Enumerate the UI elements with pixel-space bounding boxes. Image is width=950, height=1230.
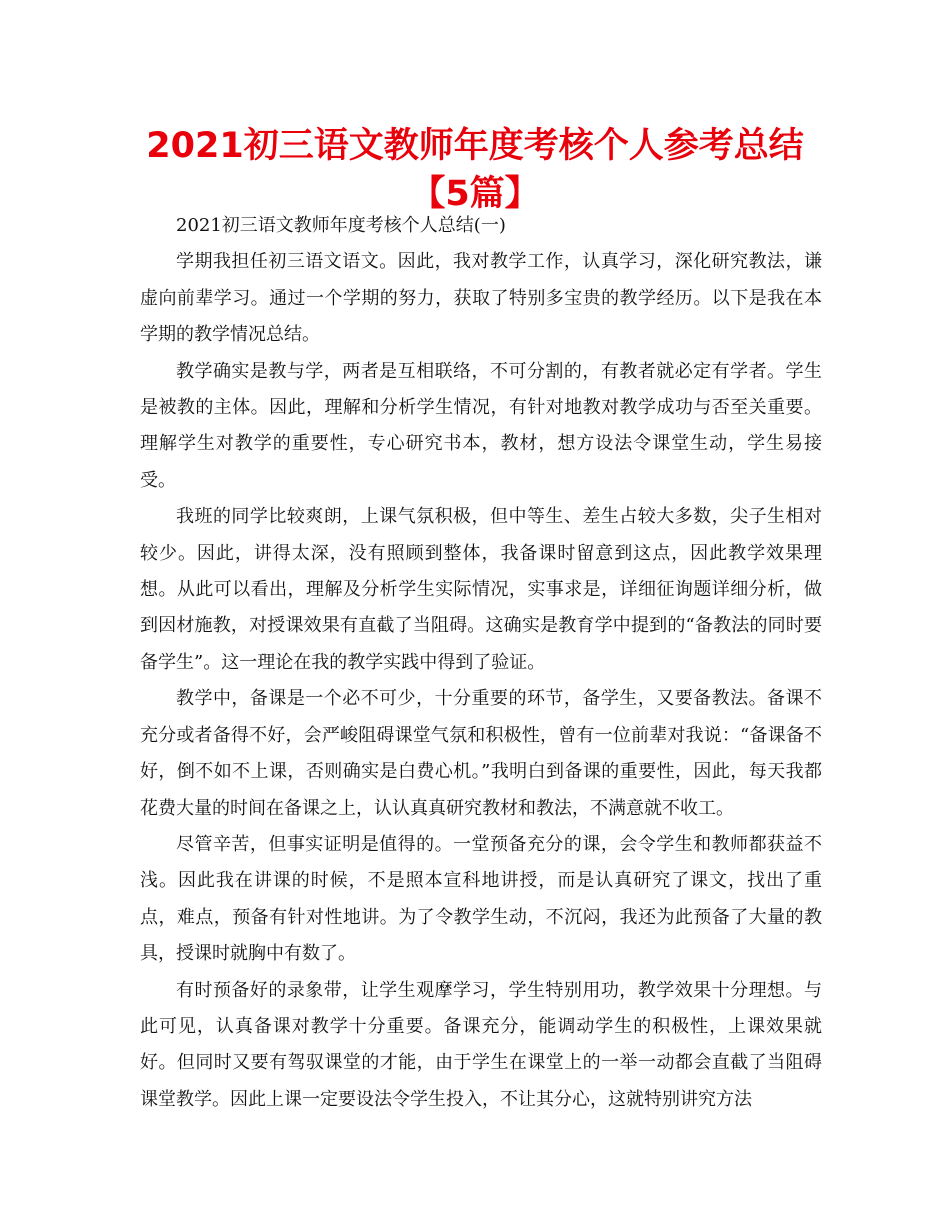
paragraph: 我班的同学比较爽朗，上课气氛积极，但中等生、差生占较大多数，尖子生相对较少。因此，讲得太深，没有照顾到整体，我备课时留意到这点，因此教学效果理想。从此可以看出，理解及分析学生实际情况，实事求是，详细征询题详细分析，做到因材施教，对授课效果有直截了当阻碍。这确实是教育学中提到的“备教法的同时要备学生”。这一理论在我的教学实践中得到了验证。 xyxy=(140,506,822,673)
section-heading: 2021初三语文教师年度考核个人总结(一) xyxy=(176,215,506,236)
paragraph: 尽管辛苦，但事实证明是值得的。一堂预备充分的课，会令学生和教师都获益不浅。因此我在讲课的时候，不是照本宣科地讲授，而是认真研究了课文，找出了重点，难点，预备有针对性地讲。为了令教学生动，不沉闷，我还为此预备了大量的教具，授课时就胸中有数了。 xyxy=(140,833,822,965)
document-body xyxy=(140,208,822,1118)
paragraph: 学期我担任初三语文语文。因此，我对教学工作，认真学习，深化研究教法，谦虚向前辈学习。通过一个学期的努力，获取了特别多宝贵的教学经历。以下是我在本学期的教学情况总结。 xyxy=(140,251,822,346)
paragraph: 有时预备好的录象带，让学生观摩学习，学生特别用功，教学效果十分理想。与此可见，认真备课对教学十分重要。备课充分，能调动学生的积极性，上课效果就好。但同时又要有驾驭课堂的才能，由于学生在课堂上的一举一动都会直截了当阻碍课堂教学。因此上课一定要设法令学生投入，不让其分心，这就特别讲究方法 xyxy=(140,979,822,1110)
paragraph: 教学确实是教与学，两者是互相联络，不可分割的，有教者就必定有学者。学生是被教的主体。因此，理解和分析学生情况，有针对地教对教学成功与否至关重要。理解学生对教学的重要性，专心研究书本，教材，想方设法令课堂生动，学生易接受。 xyxy=(140,360,822,491)
document-title: 2021初三语文教师年度考核个人参考总结【5篇】 xyxy=(146,126,804,214)
paragraph: 教学中，备课是一个必不可少，十分重要的环节，备学生，又要备教法。备课不充分或者备得不好，会严峻阻碍课堂气氛和积极性，曾有一位前辈对我说：“备课备不好，倒不如不上课，否则确实是白费心机。”我明白到备课的重要性，因此，每天我都花费大量的时间在备课之上，认认真真研究教材和教法，不满意就不收工。 xyxy=(140,688,822,819)
